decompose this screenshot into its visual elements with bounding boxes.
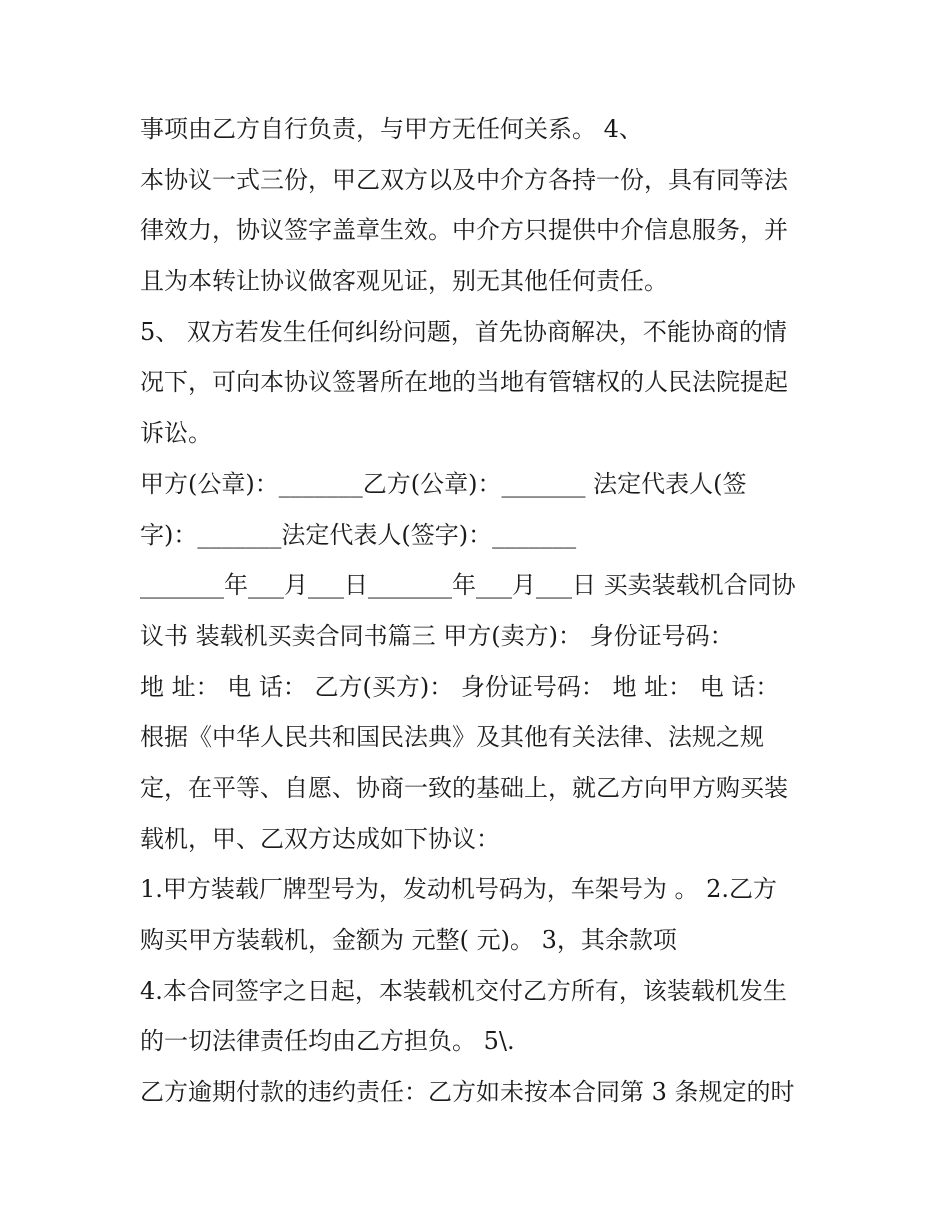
text-line-2: 本协议一式三份，甲乙双方以及中介方各持一份，具有同等法 [140, 165, 788, 194]
text-line-16: 1.甲方装载厂牌型号为，发动机号码为，车架号为 。 2.乙方 [140, 875, 778, 904]
text-line-8: 甲方(公章)：_______乙方(公章)：_______ 法定代表人(签 [140, 469, 747, 498]
text-line-5: 5、 双方若发生任何纠纷问题，首先协商解决，不能协商的情 [140, 317, 787, 346]
text-line-9: 字)：_______法定代表人(签字)：_______ [140, 520, 577, 549]
text-line-3: 律效力，协议签字盖章生效。中介方只提供中介信息服务，并 [140, 216, 788, 245]
text-line-13: 根据《中华人民共和国民法典》及其他有关法律、法规之规 [140, 723, 764, 752]
text-line-17: 购买甲方装载机，金额为 元整( 元)。 3，其余款项 [140, 926, 677, 954]
text-line-10: _______年___月___日_______年___月___日 买卖装载机合同协 [140, 571, 796, 600]
text-line-7: 诉讼。 [140, 419, 212, 448]
document-body [140, 104, 830, 1118]
text-line-19: 的一切法律责任均由乙方担负。 5\. [140, 1027, 515, 1056]
text-line-11: 议书 装载机买卖合同书篇三 甲方(卖方)： 身份证号码： [140, 621, 734, 650]
text-line-4: 且为本转让协议做客观见证，别无其他任何责任。 [140, 267, 668, 296]
text-line-15: 载机，甲、乙双方达成如下协议： [140, 824, 500, 853]
text-line-18: 4.本合同签字之日起，本装载机交付乙方所有，该装载机发生 [140, 976, 787, 1005]
text-line-14: 定，在平等、自愿、协商一致的基础上，就乙方向甲方购买装 [140, 773, 788, 802]
text-line-1: 事项由乙方自行负责，与甲方无任何关系。 4、 [140, 115, 643, 143]
text-line-20: 乙方逾期付款的违约责任：乙方如未按本合同第 3 条规定的时 [140, 1078, 795, 1107]
text-line-6: 况下，可向本协议签署所在地的当地有管辖权的人民法院提起 [140, 368, 788, 397]
text-line-12: 地 址： 电 话： 乙方(买方)： 身份证号码： 地 址： 电 话： [140, 672, 780, 701]
